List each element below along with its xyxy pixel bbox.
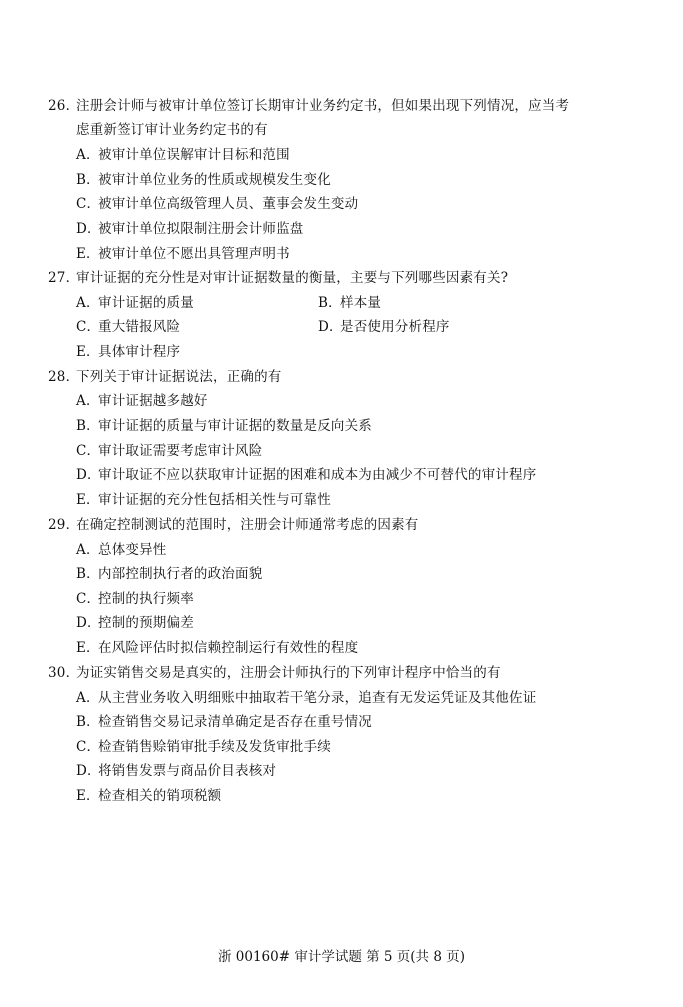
option-text: 审计证据的质量与审计证据的数量是反向关系 [98,418,372,434]
option-text: 从主营业务收入明细账中抽取若干笔分录，追查有无发运凭证及其他佐证 [98,690,537,706]
option-letter: E． [76,344,100,360]
question-text: 在确定控制测试的范围时，注册会计师通常考虑的因素有 [76,517,419,533]
option-text: 是否使用分析程序 [340,319,450,335]
question-26-option-c [76,192,358,217]
question-text: 下列关于审计证据说法，正确的有 [76,369,282,385]
page-footer: 浙 00160# 审计学试题 第 5 页(共 8 页) [217,949,465,965]
question-text: 为证实销售交易是真实的，注册会计师执行的下列审计程序中恰当的有 [76,665,501,681]
option-letter: D． [76,615,101,631]
question-30-option-e [76,784,221,809]
option-text: 审计证据的质量 [98,295,194,311]
question-27-option-c [76,315,180,340]
question-26-option-a [76,143,290,168]
option-text: 检查销售赊销审批手续及发货审批手续 [98,739,331,755]
option-letter: C． [76,591,101,607]
option-text: 被审计单位业务的性质或规模发生变化 [98,172,331,188]
option-text: 样本量 [340,295,382,311]
question-26-stem [48,94,648,119]
question-text: 审计证据的充分性是对审计证据数量的衡量，主要与下列哪些因素有关? [76,270,509,286]
option-letter: A． [76,690,100,706]
question-29-option-b [76,562,262,587]
option-text: 重大错报风险 [98,319,181,335]
question-26-option-b [76,168,331,193]
option-text: 总体变异性 [98,542,167,558]
option-text: 检查销售交易记录清单确定是否存在重号情况 [98,714,372,730]
option-letter: B． [76,714,100,730]
option-text: 将销售发票与商品价目表核对 [98,763,277,779]
question-28-option-a [76,389,208,414]
question-26-option-d [76,217,304,242]
option-letter: A． [76,147,100,163]
question-30-option-d [76,759,276,784]
question-27-option-b [318,291,381,316]
question-27-option-e [76,340,180,365]
question-26-stem-continued: 虑重新签订审计业务约定书的有 [76,122,268,138]
option-letter: A． [76,393,100,409]
option-text: 具体审计程序 [98,344,181,360]
option-letter: B． [318,295,342,311]
question-29-option-d [76,611,194,636]
option-letter: D． [318,319,343,335]
question-28-option-e [76,488,331,513]
option-text: 检查相关的销项税额 [98,788,222,804]
question-text: 注册会计师与被审计单位签订长期审计业务约定书，但如果出现下列情况，应当考 [76,98,570,114]
option-letter: E． [76,640,100,656]
option-text: 控制的执行频率 [98,591,194,607]
option-text: 被审计单位拟限制注册会计师监盘 [98,221,304,237]
option-letter: B． [76,566,100,582]
option-text: 审计取证需要考虑审计风险 [98,443,263,459]
option-letter: B． [76,418,100,434]
option-letter: C． [76,196,101,212]
option-letter: D． [76,221,101,237]
option-letter: E． [76,492,100,508]
option-text: 审计证据越多越好 [98,393,208,409]
question-27-stem [48,266,648,291]
question-number: 30． [48,665,80,681]
question-27-option-d [318,315,450,340]
question-29-option-e [76,636,358,661]
question-28-option-d [76,463,536,488]
question-30-option-c [76,735,331,760]
option-text: 审计证据的充分性包括相关性与可靠性 [98,492,331,508]
question-28-option-c [76,439,262,464]
option-letter: E． [76,788,100,804]
option-letter: E． [76,246,100,262]
option-text: 被审计单位高级管理人员、董事会发生变动 [98,196,359,212]
option-letter: D． [76,763,101,779]
option-letter: D． [76,467,101,483]
option-text: 内部控制执行者的政治面貌 [98,566,263,582]
question-29-stem [48,513,648,538]
question-30-option-a [76,686,536,711]
option-text: 被审计单位不愿出具管理声明书 [98,246,290,262]
question-number: 26． [48,98,80,114]
option-letter: A． [76,542,100,558]
option-text: 在风险评估时拟信赖控制运行有效性的程度 [98,640,359,656]
question-30-stem [48,661,648,686]
question-27-option-a [76,291,194,316]
option-text: 审计取证不应以获取审计证据的困难和成本为由减少不可替代的审计程序 [98,467,537,483]
question-number: 29． [48,517,80,533]
option-letter: C． [76,739,101,755]
question-30-option-b [76,710,372,735]
option-text: 被审计单位误解审计目标和范围 [98,147,290,163]
question-29-option-a [76,538,167,563]
question-number: 28． [48,369,80,385]
question-28-stem [48,365,648,390]
option-text: 控制的预期偏差 [98,615,194,631]
question-number: 27． [48,270,80,286]
question-29-option-c [76,587,194,612]
option-letter: B． [76,172,100,188]
question-26-option-e [76,242,290,267]
question-28-option-b [76,414,372,439]
option-letter: A． [76,295,100,311]
option-letter: C． [76,443,101,459]
option-letter: C． [76,319,101,335]
